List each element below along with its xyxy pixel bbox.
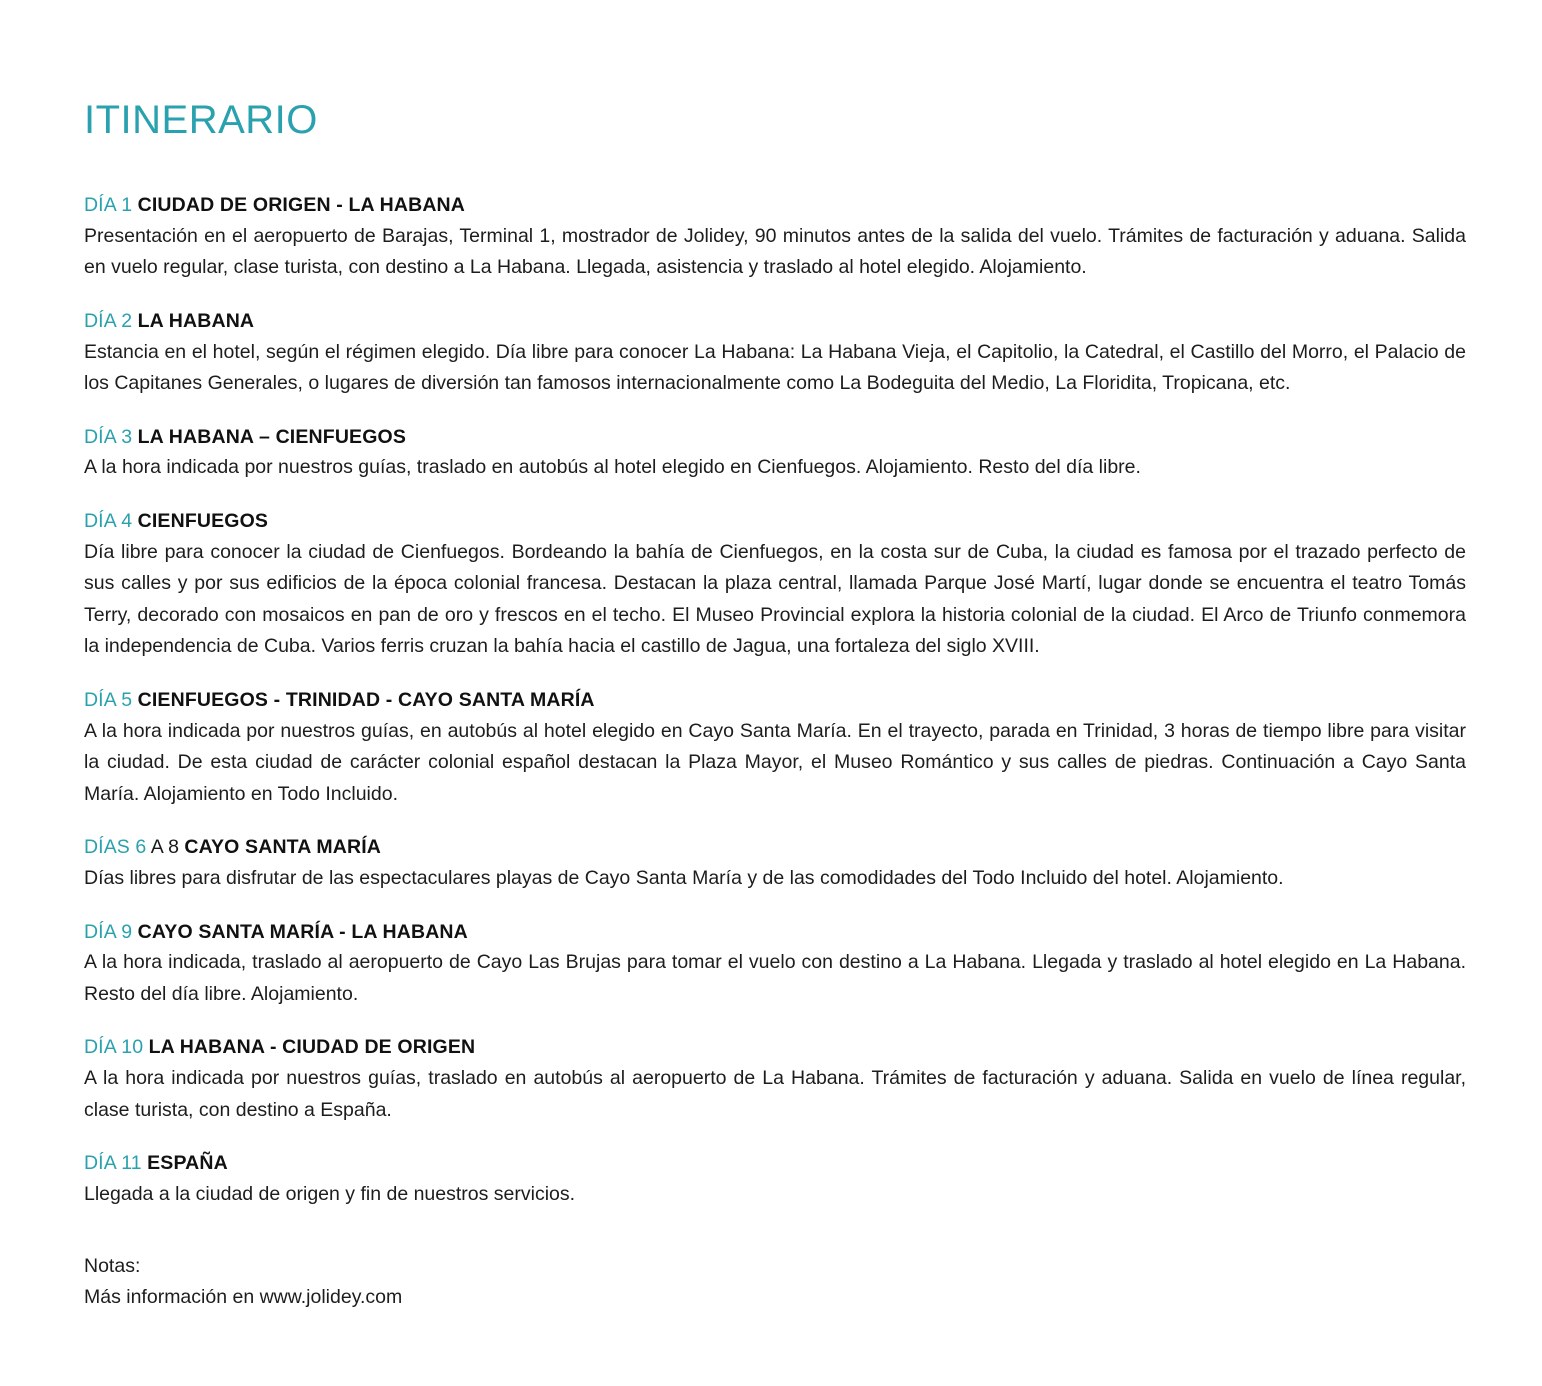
notes-heading: Notas: — [84, 1254, 141, 1277]
day-heading-3 — [84, 424, 1466, 452]
day-destination-9: ESPAÑA — [147, 1152, 228, 1175]
day-heading-6 — [84, 834, 1466, 862]
day-label-1: DÍA 1 — [84, 194, 133, 216]
day-label-4: DÍA 4 — [84, 509, 133, 532]
day-mid-6: A 8 — [146, 836, 185, 859]
day-block-3 — [84, 424, 1466, 484]
day-destination-7: CAYO SANTA MARÍA - LA HABANA — [137, 920, 468, 943]
day-heading-5 — [84, 687, 1466, 715]
day-body-3: A la hora indicada por nuestros guías, traslado en autobús al hotel elegido en Cienfuegos. Alojamiento. Resto del día libre. — [84, 456, 1141, 479]
day-block-2 — [84, 308, 1466, 400]
day-label-5: DÍA 5 — [84, 688, 133, 711]
day-destination-3: LA HABANA – CIENFUEGOS — [137, 425, 406, 448]
day-label-3: DÍA 3 — [84, 425, 133, 448]
day-block-9 — [84, 1150, 1466, 1210]
day-body-7: A la hora indicada, traslado al aeropuerto de Cayo Las Brujas para tomar el vuelo con destino a La Habana. Llegada y traslado al hotel elegido en La Habana. Resto del día libre. Alojamiento. — [84, 951, 1466, 1005]
day-label-2: DÍA 2 — [84, 309, 133, 332]
day-block-6 — [84, 834, 1466, 894]
day-label-8: DÍA 10 — [84, 1036, 144, 1059]
day-label-9: DÍA 11 — [84, 1152, 142, 1175]
day-block-5 — [84, 687, 1466, 810]
day-destination-8: LA HABANA - CIUDAD DE ORIGEN — [148, 1036, 476, 1059]
day-destination-2: LA HABANA — [137, 309, 255, 332]
day-block-4 — [84, 508, 1466, 663]
day-body-6: Días libres para disfrutar de las espectaculares playas de Cayo Santa María y de las comodidades del Todo Incluido del hotel. Alojamiento. — [84, 867, 1284, 890]
day-destination-5: CIENFUEGOS - TRINIDAD - CAYO SANTA MARÍA — [137, 688, 595, 711]
day-destination-6: CAYO SANTA MARÍA — [184, 836, 382, 859]
day-body-5: A la hora indicada por nuestros guías, en autobús al hotel elegido en Cayo Santa María. En el trayecto, parada en Trinidad, 3 horas de tiempo libre para visitar la ciudad. De esta ciudad de carácter colonial español destacan la Plaza Mayor, el Museo Romántico y sus calles de piedras. Continuación a Cayo Santa María. Alojamiento en Todo Incluido. — [84, 719, 1466, 805]
day-heading-4 — [84, 508, 1466, 536]
day-heading-7 — [84, 919, 1466, 947]
day-block-7 — [84, 919, 1466, 1011]
day-destination-4: CIENFUEGOS — [137, 509, 269, 532]
day-heading-9 — [84, 1150, 1466, 1178]
day-body-8: A la hora indicada por nuestros guías, traslado en autobús al aeropuerto de La Habana. Trámites de facturación y aduana. Salida en vuelo de línea regular, clase turista, con destino a España. — [84, 1067, 1466, 1121]
notes-website-line: Más información en www.jolidey.com — [84, 1286, 403, 1309]
day-heading-1 — [84, 192, 1466, 220]
day-block-1 — [84, 192, 1466, 284]
day-body-1: Presentación en el aeropuerto de Barajas, Terminal 1, mostrador de Jolidey, 90 minutos antes de la salida del vuelo. Trámites de facturación y aduana. Salida en vuelo regular, clase turista, con destino a La Habana. Llegada, asistencia y traslado al hotel elegido. Alojamiento. — [84, 224, 1466, 279]
itinerary-list — [84, 192, 1466, 1314]
day-body-9: Llegada a la ciudad de origen y fin de nuestros servicios. — [84, 1183, 576, 1206]
page-title: ITINERARIO — [84, 98, 318, 142]
day-label-6: DÍAS 6 — [84, 836, 147, 859]
day-block-8 — [84, 1034, 1466, 1126]
notes-block — [84, 1251, 1466, 1314]
day-destination-1: CIUDAD DE ORIGEN - LA HABANA — [137, 194, 466, 216]
day-heading-2 — [84, 308, 1466, 336]
day-heading-8 — [84, 1034, 1466, 1062]
day-body-2: Estancia en el hotel, según el régimen elegido. Día libre para conocer La Habana: La Habana Vieja, el Capitolio, la Catedral, el Castillo del Morro, el Palacio de los Capitanes Generales, o lugares de diversión tan famosos internacionalmente como La Bodeguita del Medio, La Floridita, Tropicana, etc. — [84, 340, 1466, 395]
day-body-4: Día libre para conocer la ciudad de Cienfuegos. Bordeando la bahía de Cienfuegos, en la costa sur de Cuba, la ciudad es famosa por el trazado perfecto de sus calles y por sus edificios de la época colonial francesa. Destacan la plaza central, llamada Parque José Martí, lugar donde se encuentra el teatro Tomás Terry, decorado con mosaicos en pan de oro y frescos en el techo. El Museo Provincial explora la historia colonial de la ciudad. El Arco de Triunfo conmemora la independencia de Cuba. Varios ferris cruzan la bahía hacia el castillo de Jagua, una fortaleza del siglo XVIII. — [84, 540, 1466, 658]
day-label-7: DÍA 9 — [84, 920, 133, 943]
